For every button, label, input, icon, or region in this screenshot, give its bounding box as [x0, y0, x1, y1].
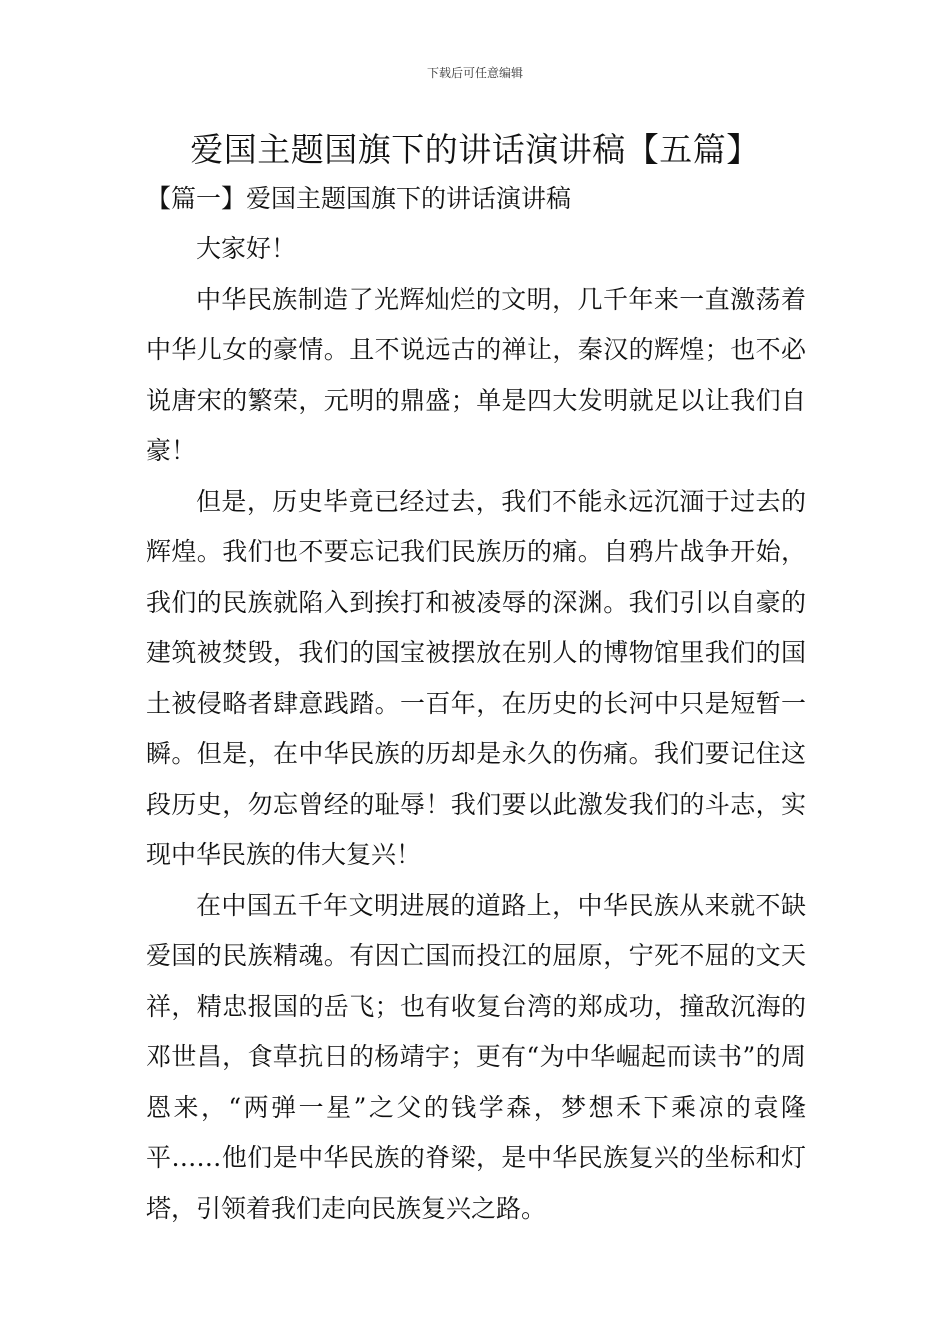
- paragraph-2: 但是，历史毕竟已经过去，我们不能永远沉湎于过去的辉煌。我们也不要忘记我们民族历的痛。自鸦片战争开始，我们的民族就陷入到挨打和被凌辱的深渊。我们引以自豪的建筑被焚毁，我们的国宝被摆放在别人的博物馆里我们的国土被侵略者肆意践踏。一百年，在历史的长河中只是短暂一瞬。但是，在中华民族的历却是永久的伤痛。我们要记住这段历史，勿忘曾经的耻辱！我们要以此激发我们的斗志，实现中华民族的伟大复兴！: [146, 486, 806, 869]
- paragraph-1: 中华民族制造了光辉灿烂的文明，几千年来一直激荡着中华儿女的豪情。且不说远古的禅让，秦汉的辉煌；也不必说唐宋的繁荣，元明的鼎盛；单是四大发明就足以让我们自豪！: [146, 284, 806, 465]
- paragraph-greeting: 大家好！: [196, 234, 297, 263]
- header-note: 下载后可任意编辑: [426, 66, 523, 80]
- section-heading: 【篇一】爱国主题国旗下的讲话演讲稿: [146, 184, 572, 213]
- document-body: [146, 176, 806, 1234]
- document-title: 爱国主题国旗下的讲话演讲稿【五篇】: [190, 130, 760, 169]
- paragraph-3: 在中国五千年文明进展的道路上，中华民族从来就不缺爱国的民族精魂。有因亡国而投江的屈原，宁死不屈的文天祥，精忠报国的岳飞；也有收复台湾的郑成功，撞敌沉海的邓世昌，食草抗日的杨靖宇；更有“为中华崛起而读书”的周恩来，“两弹一星”之父的钱学森，梦想禾下乘凉的袁隆平……他们是中华民族的脊梁，是中华民族复兴的坐标和灯塔，引领着我们走向民族复兴之路。: [146, 890, 806, 1223]
